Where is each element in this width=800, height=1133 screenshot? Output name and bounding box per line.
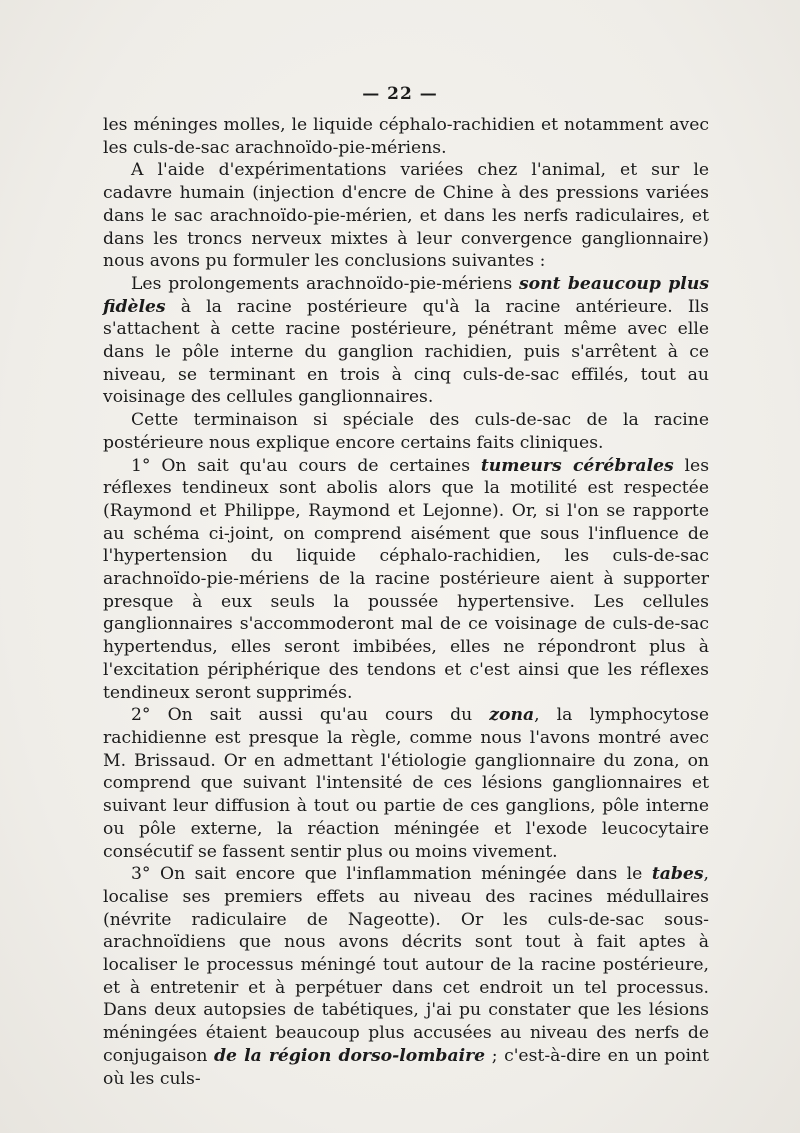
paragraph-5-text-b: les réflexes tendineux sont abolis alors que la motilité est respectée (Raymond et Philippe, Raymond et Lejonne). Or, si l'on se rapporte au schéma ci-joint, on comprend aisément que sous l'influence de l'hypertension du liquide céphalo-rachidien, les culs-de-sac arachnoïdo-pie-mériens de la racine postérieure aient à supporter presque à eux seuls la poussée hypertensive. Les cellules ganglionnaires s'accommoderont mal de ce voisinage de culs-de-sac hypertendus, elles seront imbibées, elles ne répondront plus à l'excitation périphérique des tendons et c'est ainsi que les réflexes tendineux seront supprimés. [103, 455, 710, 703]
paragraph-7-text-b: , localise ses premiers effets au niveau des racines médullaires (névrite radiculaire de Nageotte). Or les culs-de-sac sous-arachnoïdiens que nous avons décrits sont tout à fait aptes à localiser le processus méningé tout autour de la racine postérieure, et à entretenir et à perpétuer dans cet endroit un tel processus. Dans deux autopsies de tabétiques, j'ai pu constater que les lésions méningées étaient beaucoup plus accusées au niveau des nerfs de conjugaison [103, 864, 709, 1066]
paragraph-2 [103, 159, 709, 273]
paragraph-1 [103, 114, 709, 159]
paragraph-6-text-a: 2° On sait aussi qu'au cours du [131, 705, 490, 726]
paragraph-5-emphasis: tumeurs cérébrales [480, 455, 674, 476]
paragraph-7-emphasis: tabes [651, 864, 704, 885]
paragraph-1-text: les méninges molles, le liquide céphalo-rachidien et notamment avec les culs-de-sac arachnoïdo-pie-mériens. [103, 115, 709, 158]
paragraph-5 [103, 455, 709, 705]
paragraph-2-text: A l'aide d'expérimentations variées chez l'animal, et sur le cadavre humain (injection d'encre de Chine à des pressions variées dans le sac arachnoïdo-pie-mérien, et dans les nerfs radiculaires, et dans les troncs nerveux mixtes à leur convergence ganglionnaire) nous avons pu formuler les conclusions suivantes : [103, 160, 709, 272]
paragraph-7-text-a: 3° On sait encore que l'inflammation méningée dans le [131, 864, 652, 885]
page-number: — 22 — [362, 84, 438, 104]
paragraph-3-text-b: à la racine postérieure qu'à la racine antérieure. Ils s'attachent à cette racine postérieure, pénétrant même avec elle dans le pôle interne du ganglion rachidien, puis s'arrêtent à ce niveau, se terminant en trois à cinq culs-de-sac effilés, tout au voisinage des cellules ganglionnaires. [103, 296, 709, 408]
paragraph-5-text-a: 1° On sait qu'au cours de certaines [131, 455, 481, 476]
paragraph-4 [103, 409, 709, 454]
paragraph-3-emphasis: sont beaucoup plus fidèles [103, 273, 710, 317]
paragraph-3-text-a: Les prolongements arachnoïdo-pie-mériens [131, 273, 519, 294]
paragraph-7 [103, 863, 709, 1090]
paragraph-3 [103, 273, 709, 409]
paragraph-6-emphasis: zona [489, 705, 535, 726]
paragraph-4-text: Cette terminaison si spéciale des culs-de-sac de la racine postérieure nous explique encore certains faits cliniques. [103, 410, 709, 453]
paragraph-6-text-b: , la lymphocytose rachidienne est presque la règle, comme nous l'avons montré avec M. Brissaud. Or en admettant l'étiologie ganglionnaire du zona, on comprend que suivant l'intensité de ces lésions ganglionnaires et suivant leur diffusion à tout ou partie de ces ganglions, pôle interne ou pôle externe, la réaction méningée et l'exode leucocytaire consécutif se fassent sentir plus ou moins vivement. [103, 705, 709, 862]
body-text [103, 114, 709, 1090]
paragraph-6 [103, 704, 709, 863]
paragraph-7-emphasis-2: de la région dorso-lombaire [214, 1045, 486, 1066]
paragraph-7-text-c: ; c'est-à-dire en un point où les culs- [103, 1045, 710, 1089]
